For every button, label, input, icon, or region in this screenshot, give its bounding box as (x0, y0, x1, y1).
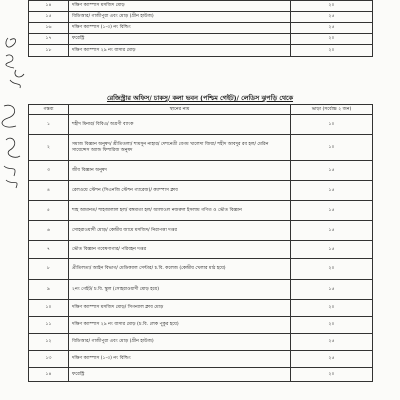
cell-serial: ২ (29, 135, 69, 161)
cell-fare: ১৫ (291, 221, 373, 241)
table-row (29, 34, 373, 45)
cell-fare: ১৫ (291, 161, 373, 181)
cell-fare: ২০ (291, 317, 373, 334)
cell-fare: ১৫ (291, 280, 373, 300)
cell-serial: ৯ (29, 280, 69, 300)
table-row (29, 334, 373, 351)
cell-place-name: ফরেস্ট্রি (69, 368, 291, 382)
cell-place-name: রেলওয়ে স্টেশন (সিএনজি স্টেশন গ্যারেজ)/ ক্যাম্পাস ক্লাব (69, 181, 291, 201)
cell-place-name: সমাজ বিজ্ঞান অনুষদ/ শ্রীতিতলা/ শামসুন নাহার/ দেশনেত্রী বেগম খালেদা জিয়া/ শহীদ আবদুর রব হল/ মেরিন সায়েন্সেস অ্যান্ড ফিশারিজ অনুষদ (69, 135, 291, 161)
cell-serial: ১৮ (29, 45, 69, 57)
table-row (29, 351, 373, 368)
table-row (29, 1, 373, 12)
handwritten-signature (2, 30, 32, 90)
cell-serial: ১৭ (29, 34, 69, 45)
cell-serial: ১৫ (29, 12, 69, 23)
cell-place-name: বিডিআর/ গাজীপুরা এবং মোড় (গ্রীন হাউজ) (69, 12, 291, 23)
cell-place-name: শাহ আমানত/ শাহজালাল হল/ বঙ্গমাতা হল/ আলাওল নজরুল ইসলাম গণিত ও ভৌত বিজ্ঞান (69, 201, 291, 221)
cell-fare: ২০ (291, 259, 373, 280)
table-row (29, 181, 373, 201)
table-row (29, 161, 373, 181)
table-row (29, 135, 373, 161)
cell-place-name: বিডিআর/ গাজীপুরা এবং মোড় (গ্রীন হাউজ) (69, 334, 291, 351)
cell-place-name: দক্ষিণ ক্যাম্পাস মসজিদ মোড়/ সিগন্যাল ক্লাব মোড় (69, 300, 291, 317)
cell-place-name: ভৌত বিজ্ঞান গবেষণাগার/ পরিবহন দপ্তর (69, 241, 291, 259)
cell-serial: ১০ (29, 300, 69, 317)
cell-place-name: সোহরাওয়ার্দী মোড়/ কেন্দ্রীয় জামে মসজিদ/ নিরাপত্তা দপ্তর (69, 221, 291, 241)
table-row (29, 241, 373, 259)
cell-serial: ১৬ (29, 23, 69, 34)
cell-fare: ২০ (291, 45, 373, 57)
table-row (29, 300, 373, 317)
cell-serial: ৪ (29, 181, 69, 201)
cell-fare: ১৫ (291, 201, 373, 221)
cell-place-name: দক্ষিণ ক্যাম্পাস (১-৩) নং বিল্ডিং (69, 351, 291, 368)
cell-fare: ১০ (291, 115, 373, 135)
table-row (29, 115, 373, 135)
cell-serial: ৬ (29, 221, 69, 241)
cell-fare: ২৫ (291, 334, 373, 351)
cell-place-name: দক্ষিণ ক্যাম্পাস (১-৩) নং বিল্ডিং (69, 23, 291, 34)
cell-fare: ২৫ (291, 23, 373, 34)
cell-serial: ১৪ (29, 368, 69, 382)
column-header-fare: ভাড়া (সর্বোচ্চ ২ জন) (291, 105, 373, 115)
cell-serial: ১৩ (29, 351, 69, 368)
cell-place-name: ফরেস্ট্রি (69, 34, 291, 45)
cell-place-name: শহীদ মিনার/ বিবিএ/ অগ্রণী ব্যাংক (69, 115, 291, 135)
cell-place-name: দক্ষিণ ক্যাম্পাস মসজিদ মোড় (69, 1, 291, 12)
table-row (29, 259, 373, 280)
table-row (29, 12, 373, 23)
handwritten-signature (0, 100, 26, 190)
table-row (29, 317, 373, 334)
cell-serial: ১১ (29, 317, 69, 334)
fare-table-continued-body (29, 1, 373, 57)
cell-serial: ১৪ (29, 1, 69, 12)
cell-fare: ২০ (291, 1, 373, 12)
cell-place-name: প্রীতিলতা/ আইন বিভাগ/ মেডিক্যাল সেন্টার/ চ.বি. কলেজ (কেন্দ্রীয় খেলার মাঠ হয়ে) (69, 259, 291, 280)
cell-place-name: ২নং গেইট/ চ.বি. স্কুল (সোহরাওয়ার্দী মোড় হয়ে) (69, 280, 291, 300)
cell-fare: ১৫ (291, 181, 373, 201)
cell-serial: ৫ (29, 201, 69, 221)
cell-fare: ২০ (291, 34, 373, 45)
cell-serial: ১২ (29, 334, 69, 351)
cell-serial: ৮ (29, 259, 69, 280)
section-heading: রেজিস্ট্রার অফিস/ চাকসু/ কলা ভবন (পশ্চিম গেইট)/ লেডিস ঝুপড়ি থেকে (106, 94, 294, 102)
table-header-row (29, 105, 373, 115)
fare-table-continued (28, 0, 373, 57)
table-row (29, 45, 373, 57)
column-header-place: স্থানের নাম (69, 105, 291, 115)
table-row (29, 221, 373, 241)
fare-table (28, 104, 373, 382)
fare-table-body (29, 115, 373, 382)
cell-place-name: দক্ষিণ ক্যাম্পাস ২৯ নং বাসার মোড় (চ.বি. লেক পুকুর হয়ে) (69, 317, 291, 334)
cell-fare: ১০ (291, 135, 373, 161)
cell-fare: ২০ (291, 300, 373, 317)
table-row (29, 23, 373, 34)
cell-fare: ২৫ (291, 351, 373, 368)
cell-serial: ৩ (29, 161, 69, 181)
cell-place-name: দক্ষিণ ক্যাম্পাস ২৯ নং বাসার মোড় (69, 45, 291, 57)
cell-fare: ২০ (291, 368, 373, 382)
cell-place-name: জীব বিজ্ঞান অনুষদ (69, 161, 291, 181)
cell-fare: ১৫ (291, 241, 373, 259)
table-row (29, 368, 373, 382)
cell-serial: ৭ (29, 241, 69, 259)
table-row (29, 201, 373, 221)
table-row (29, 280, 373, 300)
column-header-sl: গন্তব্য (29, 105, 69, 115)
cell-fare: ২৫ (291, 12, 373, 23)
cell-serial: ১ (29, 115, 69, 135)
